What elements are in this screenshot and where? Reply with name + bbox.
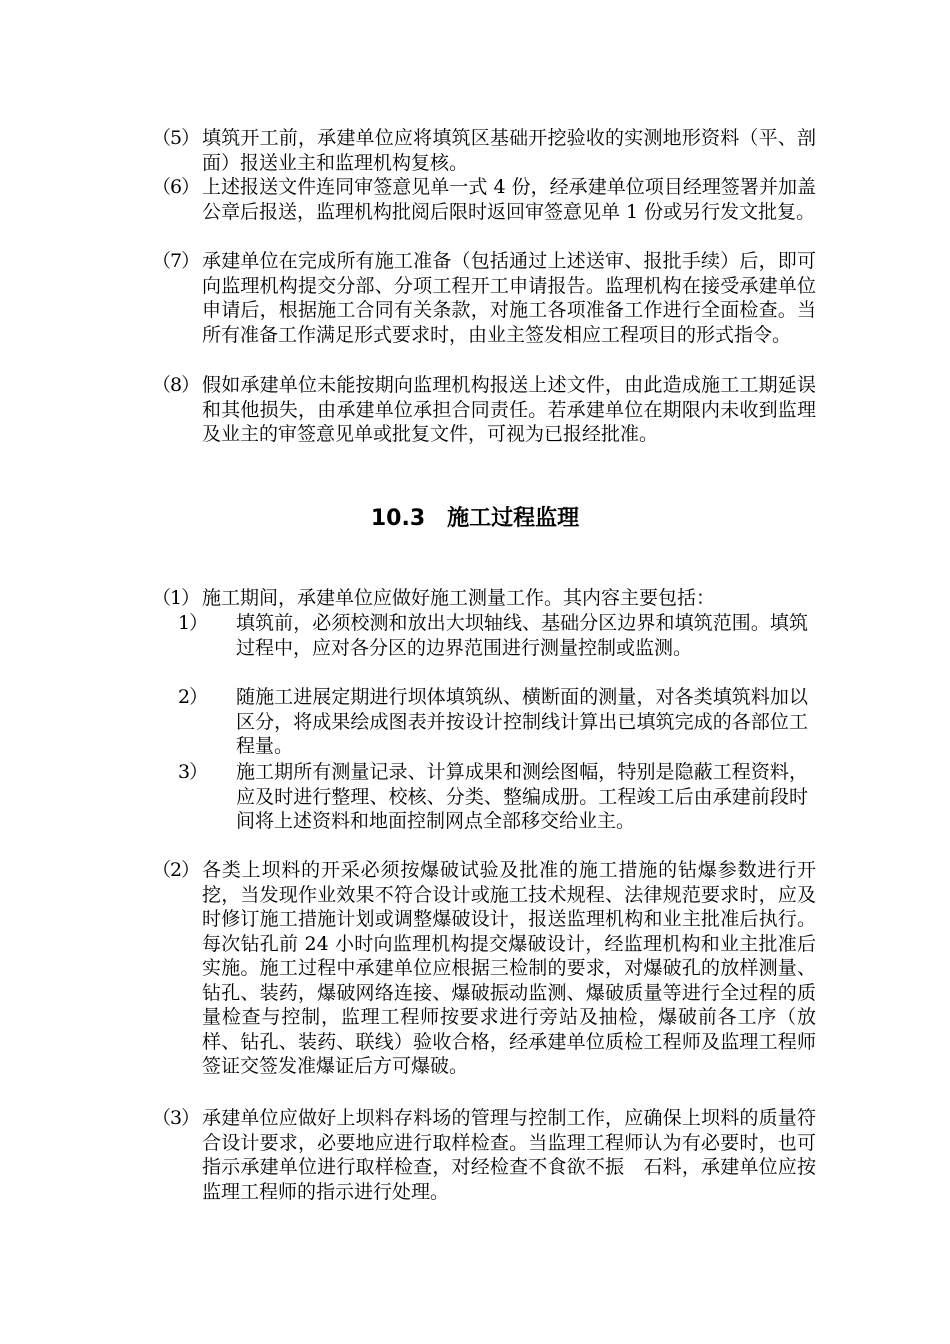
list-item-8 (152, 373, 820, 447)
item-number: （1） (152, 587, 200, 609)
sub-item-1 (178, 611, 820, 660)
section-title: 施工过程监理 (447, 506, 580, 531)
list-item-1 (152, 586, 820, 611)
item-number: （5） (152, 127, 200, 149)
sub-item-text: 施工期所有测量记录、计算成果和测绘图幅，特别是隐蔽工程资料，应及时进行整理、校核、分类、整编成册。工程竣工后由承建前段时间将上述资料和地面控制网点全部移交给业主。 (236, 761, 808, 832)
item-text: 承建单位在完成所有施工准备（包括通过上述送审、报批手续）后，即可向监理机构提交分部、分项工程开工申请报告。监理机构在接受承建单位申请后，根据施工合同有关条款，对施工各项准备工作进行全面检查。当所有准备工作满足形式要求时，由业主签发相应工程项目的形式指令。 (202, 250, 816, 346)
sub-item-3 (178, 760, 820, 834)
item-text: 各类上坝料的开采必须按爆破试验及批准的施工措施的钻爆参数进行开挖，当发现作业效果不符合设计或施工技术规程、法律规范要求时，应及时修订施工措施计划或调整爆破设计，报送监理机构和业主批准后执行。每次钻孔前 24 小时向监理机构提交爆破设计，经监理机构和业主批准后实施。施工过程中承建单位应根据三检制的要求，对爆破孔的放样测量、钻孔、装药，爆破网络连接、爆破振动监测、爆破质量等进行全过程的质量检查与控制，监理工程师按要求进行旁站及抽检，爆破前各工序（放样、钻孔、装药、联线）验收合格，经承建单位质检工程师及监理工程师签证交签发准爆证后方可爆破。 (202, 859, 816, 1077)
item-text: 承建单位应做好上坝料存料场的管理与控制工作，应确保上坝料的质量符合设计要求，必要地应进行取样检查。当监理工程师认为有必要时，也可指示承建单位进行取样检查，对经检查不食欲不振 石料，承建单位应按监理工程师的指示进行处理。 (202, 1107, 816, 1203)
item-number: （8） (152, 374, 200, 396)
sub-item-number: 2） (178, 686, 208, 708)
item-text: 填筑开工前，承建单位应将填筑区基础开挖验收的实测地形资料（平、剖面）报送业主和监理机构复核。 (202, 127, 816, 174)
item-number: （2） (152, 859, 200, 881)
list-item-7 (152, 249, 820, 347)
sub-item-number: 1） (178, 612, 208, 634)
sub-item-text: 填筑前，必须校测和放出大坝轴线、基础分区边界和填筑范围。填筑过程中，应对各分区的边界范围进行测量控制或监测。 (236, 612, 808, 659)
list-item-6 (152, 175, 820, 224)
list-item-3 (152, 1106, 820, 1204)
item-text: 假如承建单位未能按期向监理机构报送上述文件，由此造成施工工期延误和其他损失，由承建单位承担合同责任。若承建单位在期限内未收到监理及业主的审签意见单或批复文件，可视为已报经批准。 (202, 374, 816, 445)
item-text: 上述报送文件连同审签意见单一式 4 份，经承建单位项目经理签署并加盖公章后报送，监理机构批阅后限时返回审签意见单 1 份或另行发文批复。 (202, 176, 816, 223)
sub-item-2 (178, 685, 820, 759)
item-text: 施工期间，承建单位应做好施工测量工作。其内容主要包括： (202, 587, 716, 609)
list-item-5 (152, 126, 820, 175)
list-item-2 (152, 858, 820, 1079)
section-number: 10.3 (370, 506, 426, 531)
sub-item-text: 随施工进展定期进行坝体填筑纵、横断面的测量，对各类填筑料加以区分，将成果绘成图表并按设计控制线计算出已填筑完成的各部位工程量。 (236, 686, 808, 757)
sub-item-number: 3） (178, 761, 208, 783)
item-number: （3） (152, 1107, 200, 1129)
item-number: （6） (152, 176, 200, 198)
section-heading (0, 505, 950, 533)
item-number: （7） (152, 250, 200, 272)
